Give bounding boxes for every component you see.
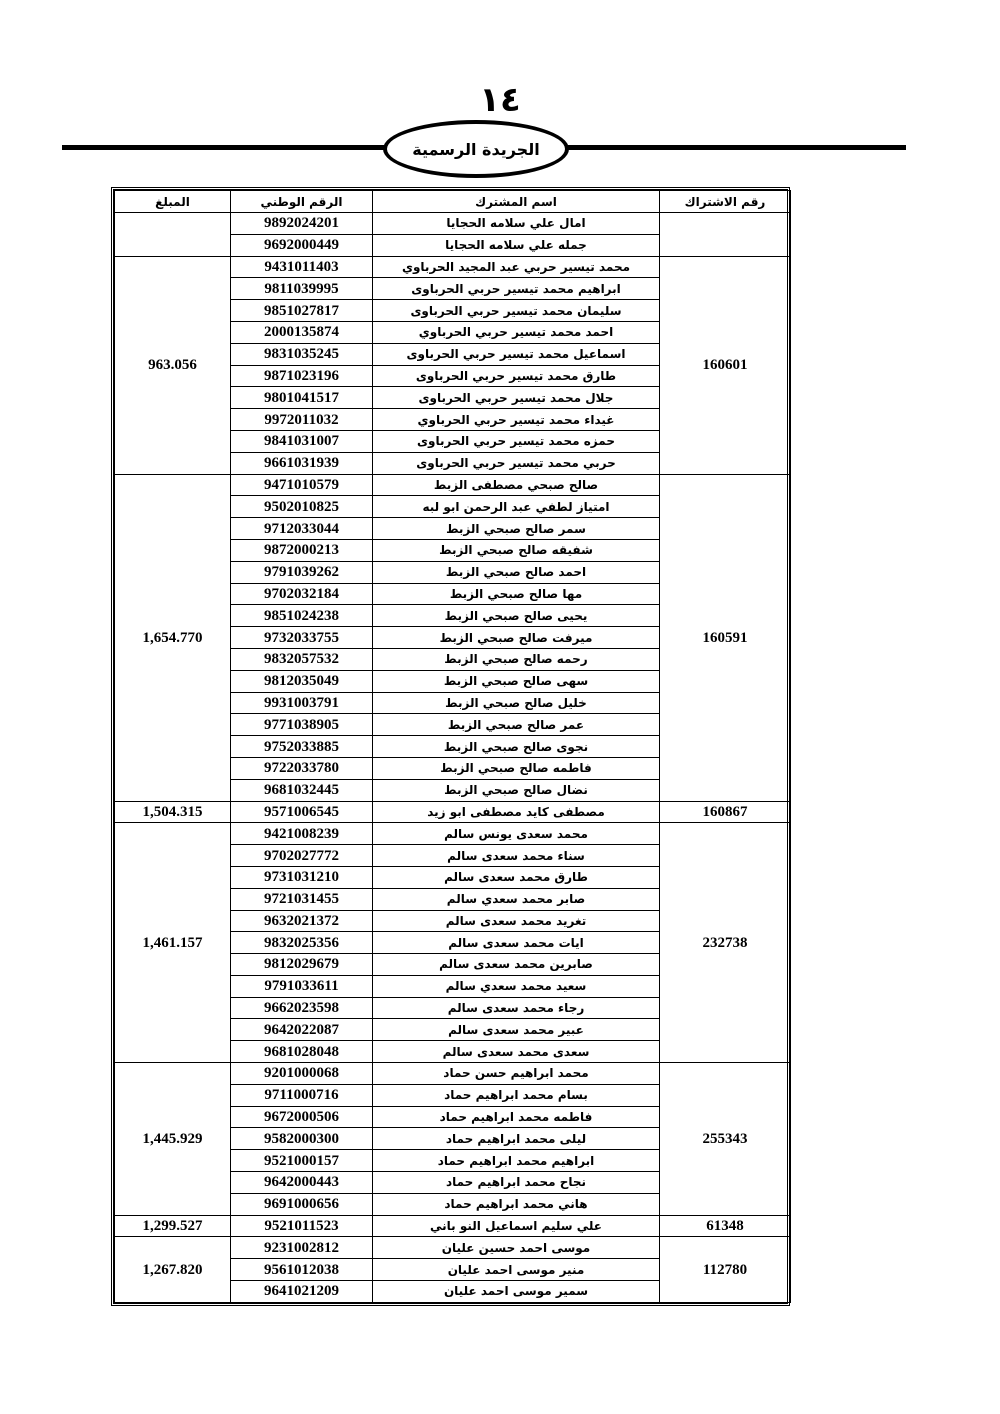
subscriber-name-cell: محمد تيسير حربي عبد المجيد الحرباوي [373,256,660,278]
table-body [115,213,791,1303]
subscriber-name-cell: صابرين محمد سعدى سالم [373,954,660,976]
national-id-cell: 9702027772 [231,845,373,867]
subscriber-name-cell: جمله علي سلامه الحجايا [373,234,660,256]
national-id-cell: 9681032445 [231,779,373,801]
national-id-cell: 9791039262 [231,561,373,583]
national-id-cell: 9521000157 [231,1150,373,1172]
subscriber-name-cell: طارق محمد سعدى سالم [373,866,660,888]
national-id-cell: 9851027817 [231,300,373,322]
table-row [115,256,791,278]
column-header-national-id: الرقم الوطني [231,191,373,213]
national-id-cell: 9702032184 [231,583,373,605]
table-row [115,1215,791,1237]
national-id-cell: 9642000443 [231,1172,373,1194]
table-row [115,474,791,496]
masthead-rule-left [62,145,390,150]
subscriber-name-cell: سعيد محمد سعدي سالم [373,975,660,997]
national-id-cell: 9421008239 [231,823,373,845]
subscription-number-cell: 61348 [660,1215,791,1237]
subscriber-name-cell: احمد صالح صبحي الزبط [373,561,660,583]
subscription-number-cell: 232738 [660,823,791,1063]
table-row [115,823,791,845]
national-id-cell: 9841031007 [231,430,373,452]
national-id-cell: 9731031210 [231,866,373,888]
amount-cell [115,213,231,257]
subscriber-name-cell: فاطمه صالح صبحي الزبط [373,757,660,779]
subscriber-name-cell: عمر صالح صبحي الزبط [373,714,660,736]
national-id-cell: 9771038905 [231,714,373,736]
national-id-cell: 9812035049 [231,670,373,692]
subscriber-table [114,190,791,1303]
subscriber-table-frame [111,187,790,1306]
amount-cell: 1,299.527 [115,1215,231,1237]
subscriber-name-cell: بسام محمد ابراهيم حماد [373,1084,660,1106]
subscriber-name-cell: يحيى صالح صبحي الزبط [373,605,660,627]
column-header-subscriber-name: اسم المشترك [373,191,660,213]
subscriber-name-cell: سليمان محمد تيسير حربي الحرباوى [373,300,660,322]
masthead-oval [383,120,569,178]
subscriber-name-cell: جلال محمد تيسير حربي الحرباوى [373,387,660,409]
subscription-number-cell: 160867 [660,801,791,823]
subscriber-name-cell: سعدى محمد سعدى سالم [373,1041,660,1063]
table-row [115,1237,791,1259]
subscriber-name-cell: تغريد محمد سعدى سالم [373,910,660,932]
table-row [115,213,791,235]
subscriber-name-cell: علي سليم اسماعيل النو باني [373,1215,660,1237]
national-id-cell: 9661031939 [231,452,373,474]
subscriber-name-cell: حمزه محمد تيسير حربي الحرباوى [373,430,660,452]
national-id-cell: 9831035245 [231,343,373,365]
subscriber-name-cell: سهى صالح صبحي الزبط [373,670,660,692]
national-id-cell: 2000135874 [231,321,373,343]
national-id-cell: 9811039995 [231,278,373,300]
subscriber-name-cell: ايات محمد سعدى سالم [373,932,660,954]
national-id-cell: 9502010825 [231,496,373,518]
national-id-cell: 9201000068 [231,1063,373,1085]
subscriber-name-cell: سناء محمد سعدى سالم [373,845,660,867]
amount-cell: 1,654.770 [115,474,231,801]
amount-cell: 1,445.929 [115,1063,231,1216]
national-id-cell: 9812029679 [231,954,373,976]
table-row [115,801,791,823]
national-id-cell: 9582000300 [231,1128,373,1150]
publication-title: الجريدة الرسمية [412,139,540,159]
national-id-cell: 9692000449 [231,234,373,256]
subscriber-name-cell: صالح صبحي مصطفى الزبط [373,474,660,496]
column-header-amount: المبلغ [115,191,231,213]
subscriber-name-cell: امتياز لطفي عبد الرحمن ابو لبه [373,496,660,518]
national-id-cell: 9561012038 [231,1259,373,1281]
national-id-cell: 9641021209 [231,1281,373,1303]
subscriber-name-cell: نجاح محمد ابراهيم حماد [373,1172,660,1194]
subscription-number-cell: 255343 [660,1063,791,1216]
subscriber-name-cell: محمد سعدى يونس سالم [373,823,660,845]
national-id-cell: 9801041517 [231,387,373,409]
national-id-cell: 9732033755 [231,627,373,649]
national-id-cell: 9672000506 [231,1106,373,1128]
subscriber-name-cell: احمد محمد تيسير حربي الحرباوي [373,321,660,343]
masthead-rule-right [562,145,906,150]
national-id-cell: 9972011032 [231,409,373,431]
subscription-number-cell: 160591 [660,474,791,801]
national-id-cell: 9752033885 [231,736,373,758]
national-id-cell: 9851024238 [231,605,373,627]
subscriber-name-cell: محمد ابراهيم حسن حماد [373,1063,660,1085]
subscriber-name-cell: مها صالح صبحي الزبط [373,583,660,605]
national-id-cell: 9872000213 [231,539,373,561]
subscriber-name-cell: ابراهيم محمد تيسير حربي الحرباوى [373,278,660,300]
subscriber-name-cell: مصطفى كايد مصطفى ابو زيد [373,801,660,823]
subscriber-name-cell: ابراهيم محمد ابراهيم حماد [373,1150,660,1172]
national-id-cell: 9521011523 [231,1215,373,1237]
subscriber-name-cell: ليلى محمد ابراهيم حماد [373,1128,660,1150]
amount-cell: 1,461.157 [115,823,231,1063]
subscriber-name-cell: امال علي سلامه الحجايا [373,213,660,235]
subscriber-name-cell: موسى احمد حسين عليان [373,1237,660,1259]
subscriber-name-cell: منير موسى احمد عليان [373,1259,660,1281]
subscriber-name-cell: سمر صالح صبحي الزبط [373,518,660,540]
national-id-cell: 9662023598 [231,997,373,1019]
subscription-number-cell: 160601 [660,256,791,474]
subscription-number-cell: 112780 [660,1237,791,1302]
amount-cell: 963.056 [115,256,231,474]
national-id-cell: 9722033780 [231,757,373,779]
national-id-cell: 9871023196 [231,365,373,387]
subscriber-name-cell: عبير محمد سعدى سالم [373,1019,660,1041]
national-id-cell: 9691000656 [231,1193,373,1215]
column-header-subscription-no: رقم الاشتراك [660,191,791,213]
national-id-cell: 9471010579 [231,474,373,496]
amount-cell: 1,267.820 [115,1237,231,1302]
national-id-cell: 9632021372 [231,910,373,932]
national-id-cell: 9571006545 [231,801,373,823]
national-id-cell: 9642022087 [231,1019,373,1041]
amount-cell: 1,504.315 [115,801,231,823]
subscription-number-cell [660,213,791,257]
subscriber-name-cell: نضال صالح صبحي الزبط [373,779,660,801]
national-id-cell: 9832057532 [231,648,373,670]
subscriber-name-cell: طارق محمد تيسير حربي الحرباوى [373,365,660,387]
national-id-cell: 9832025356 [231,932,373,954]
subscriber-name-cell: اسماعيل محمد تيسير حربي الحرباوى [373,343,660,365]
subscriber-name-cell: غيداء محمد تيسير حربي الحرباوي [373,409,660,431]
page-number: ١٤ [479,80,521,120]
subscriber-name-cell: رجاء محمد سعدى سالم [373,997,660,1019]
subscriber-name-cell: صابر محمد سعدي سالم [373,888,660,910]
subscriber-name-cell: هاني محمد ابراهيم حماد [373,1193,660,1215]
subscriber-name-cell: حربي محمد تيسير حربي الحرباوى [373,452,660,474]
national-id-cell: 9931003791 [231,692,373,714]
subscriber-name-cell: خليل صالح صبحي الزبط [373,692,660,714]
national-id-cell: 9711000716 [231,1084,373,1106]
table-header-row [115,191,791,213]
subscriber-name-cell: رحمه صالح صبحي الزبط [373,648,660,670]
national-id-cell: 9681028048 [231,1041,373,1063]
national-id-cell: 9231002812 [231,1237,373,1259]
subscriber-name-cell: ميرفت صالح صبحي الزبط [373,627,660,649]
subscriber-name-cell: نجوى صالح صبحي الزبط [373,736,660,758]
subscriber-name-cell: فاطمه محمد ابراهيم حماد [373,1106,660,1128]
table-row [115,1063,791,1085]
national-id-cell: 9791033611 [231,975,373,997]
national-id-cell: 9431011403 [231,256,373,278]
subscriber-name-cell: شفيقه صالح صبحي الزبط [373,539,660,561]
national-id-cell: 9712033044 [231,518,373,540]
subscriber-name-cell: سمير موسى احمد عليان [373,1281,660,1303]
national-id-cell: 9892024201 [231,213,373,235]
national-id-cell: 9721031455 [231,888,373,910]
